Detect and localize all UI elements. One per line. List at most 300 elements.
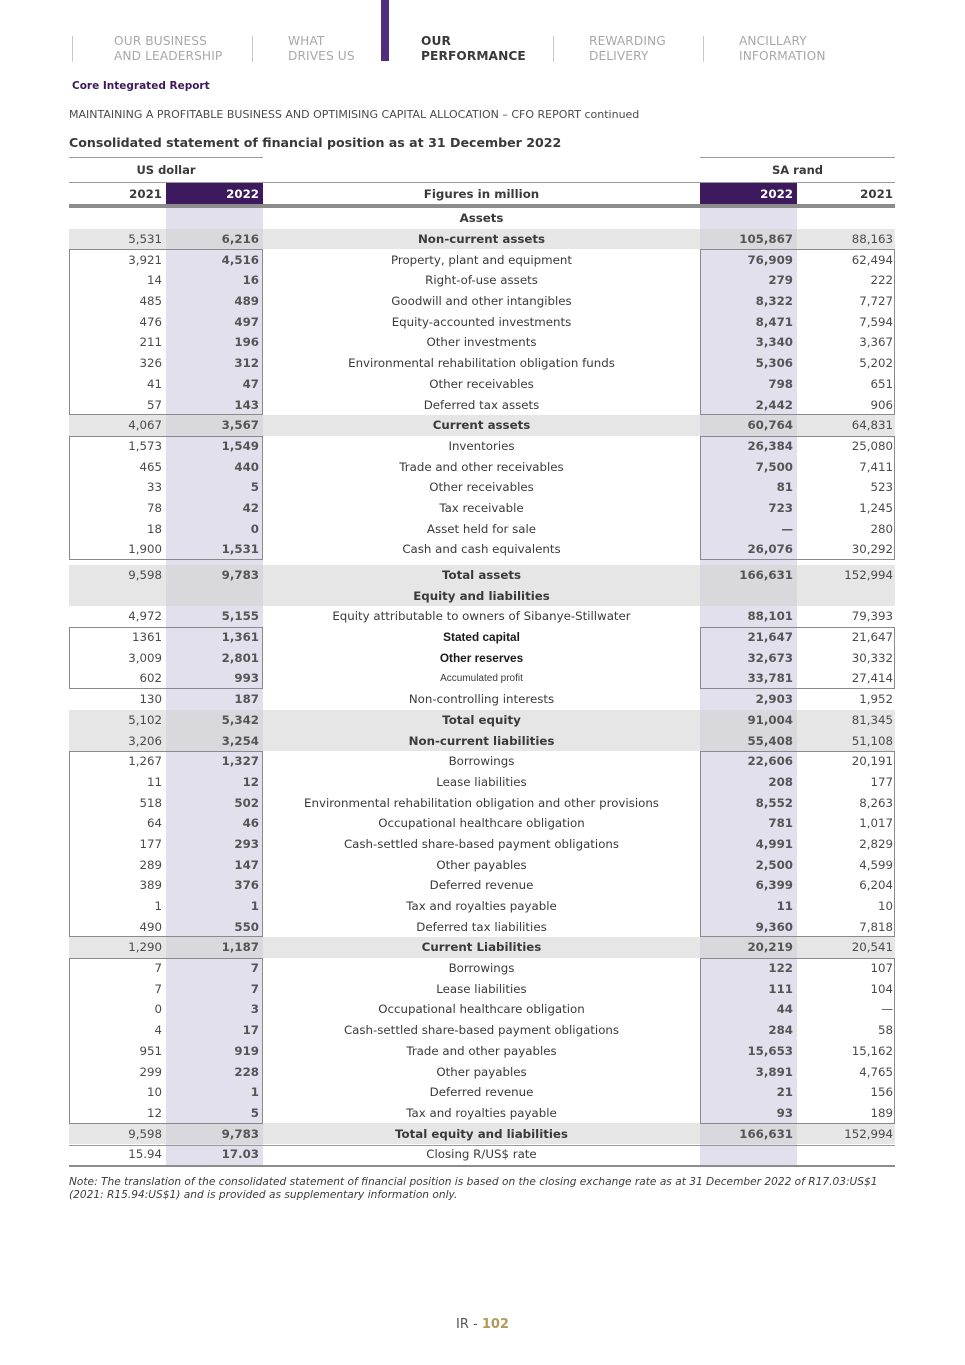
cell-zar2021: 3,367 xyxy=(859,335,893,350)
nav-divider xyxy=(703,36,704,62)
cell-usd2022: 5 xyxy=(250,480,259,495)
nav-divider xyxy=(72,36,73,62)
cell-zar2021: 7,727 xyxy=(859,294,893,309)
cell-zar2021: — xyxy=(881,1002,893,1017)
cell-zar2022: 105,867 xyxy=(739,232,793,247)
table-row xyxy=(69,647,895,668)
cell-usd2022: 5,155 xyxy=(221,609,259,624)
cell-usd2021: 14 xyxy=(146,273,162,288)
nav-label: INFORMATION xyxy=(739,49,826,63)
cell-zar2021: 152,994 xyxy=(844,1126,893,1141)
cell-zar2022 xyxy=(700,585,797,606)
nav-label: OUR xyxy=(421,34,451,48)
cell-label: Non-current assets xyxy=(417,232,546,247)
table-row xyxy=(69,539,895,560)
cell-usd2021: 7 xyxy=(154,961,162,976)
cell-usd2022: 2,801 xyxy=(221,650,259,665)
table-row xyxy=(69,311,895,332)
cell-zar2021: 4,765 xyxy=(859,1064,893,1079)
cell-zar2022: 7,500 xyxy=(755,459,793,474)
cell-zar2021: 523 xyxy=(870,480,893,495)
table-row xyxy=(69,1082,895,1103)
section-heading: MAINTAINING A PROFITABLE BUSINESS AND OPTIMISING CAPITAL ALLOCATION – CFO REPORT continued xyxy=(69,108,640,121)
cell-label: Tax receivable xyxy=(439,500,524,515)
cell-zar2021: 280 xyxy=(870,521,893,536)
cell-label: Deferred revenue xyxy=(429,1085,534,1100)
nav-label: DELIVERY xyxy=(589,49,649,63)
cell-label: Current assets xyxy=(432,418,531,433)
cell-zar2021: 58 xyxy=(877,1023,893,1038)
table-row xyxy=(69,1123,895,1144)
cell-label: Lease liabilities xyxy=(436,981,527,996)
cell-usd2022: 1,531 xyxy=(221,542,259,557)
cell-usd2021: 1,267 xyxy=(128,754,162,769)
table-row xyxy=(69,978,895,999)
cell-label: Non-current liabilities xyxy=(408,733,555,748)
cell-label: Inventories xyxy=(448,438,515,453)
cell-zar2022: 781 xyxy=(768,816,793,831)
cell-label: Cash and cash equivalents xyxy=(402,542,561,557)
cell-usd2022: 4,516 xyxy=(221,252,259,267)
divider xyxy=(69,1145,895,1146)
cell-usd2021: 1 xyxy=(154,899,162,914)
table-row xyxy=(69,208,895,229)
table-row xyxy=(69,498,895,519)
cell-zar2022: 2,500 xyxy=(755,857,793,872)
cell-usd2022: 7 xyxy=(250,981,259,996)
cell-usd2022: 497 xyxy=(234,314,259,329)
cell-label: Occupational healthcare obligation xyxy=(378,1002,585,1017)
cell-usd2021: 41 xyxy=(146,376,162,391)
cell-zar2021: 8,263 xyxy=(859,795,893,810)
cell-usd2022: 7 xyxy=(250,961,259,976)
table-row xyxy=(69,249,895,270)
cell-label: Deferred tax liabilities xyxy=(416,919,547,934)
nav-divider xyxy=(553,36,554,62)
cell-zar2022: 9,360 xyxy=(755,919,793,934)
cell-zar2022: 3,340 xyxy=(755,335,793,350)
cell-zar2022: 3,891 xyxy=(755,1064,793,1079)
cell-zar2021: 30,332 xyxy=(851,650,893,665)
cell-label: Non-controlling interests xyxy=(408,692,555,707)
cell-zar2021: 2,829 xyxy=(859,836,893,851)
table-row xyxy=(69,1061,895,1082)
col-usd-2022: 2022 xyxy=(166,183,263,204)
top-navigation xyxy=(0,0,965,70)
cell-usd2021: 4 xyxy=(154,1023,162,1038)
cell-usd2021: 289 xyxy=(139,857,162,872)
cell-zar2022: 4,991 xyxy=(755,836,793,851)
cell-zar2021: 177 xyxy=(870,774,893,789)
cell-label: Deferred revenue xyxy=(429,878,534,893)
cell-label: Environmental rehabilitation obligation and other provisions xyxy=(304,795,659,810)
table-row xyxy=(69,456,895,477)
table-row xyxy=(69,834,895,855)
cell-usd2021: 5,102 xyxy=(128,712,162,727)
cell-zar2022: 93 xyxy=(776,1105,793,1120)
cell-usd2021: 1,900 xyxy=(128,542,162,557)
cell-usd2022: 17 xyxy=(242,1023,259,1038)
cell-label: Goodwill and other intangibles xyxy=(391,294,572,309)
cell-usd2021: 602 xyxy=(139,671,162,686)
cell-usd2022: 42 xyxy=(242,500,259,515)
cell-usd2021: 465 xyxy=(139,459,162,474)
active-section-marker xyxy=(381,0,389,61)
cell-label: Asset held for sale xyxy=(426,521,537,536)
nav-item-ancillary-information[interactable] xyxy=(739,34,826,64)
cell-usd2021: 299 xyxy=(139,1064,162,1079)
nav-item-our-business[interactable] xyxy=(114,34,222,64)
cell-zar2022: 5,306 xyxy=(755,356,793,371)
cell-zar2021: 1,952 xyxy=(859,692,893,707)
cell-label: Borrowings xyxy=(448,754,515,769)
nav-item-what-drives-us[interactable] xyxy=(288,34,355,64)
cell-zar2021 xyxy=(797,1144,895,1165)
cell-zar2022: 208 xyxy=(768,774,793,789)
table-row xyxy=(69,477,895,498)
financial-position-table xyxy=(69,157,895,1167)
nav-divider xyxy=(252,36,253,62)
cell-label: Environmental rehabilitation obligation funds xyxy=(348,356,615,371)
table-row xyxy=(69,937,895,958)
cell-label: Trade and other payables xyxy=(406,1043,557,1058)
cell-label: Current Liabilities xyxy=(421,940,542,955)
cell-usd2021: 1,290 xyxy=(128,940,162,955)
col-zar-2021: 2021 xyxy=(860,186,893,201)
cell-label: Equity-accounted investments xyxy=(391,314,572,329)
cell-zar2022: 11 xyxy=(776,899,793,914)
cell-zar2022: 15,653 xyxy=(747,1043,793,1058)
cell-zar2021: 4,599 xyxy=(859,857,893,872)
cell-usd2021 xyxy=(69,585,166,606)
cell-usd2021: 9,598 xyxy=(128,1126,162,1141)
cell-usd2022: 196 xyxy=(234,335,259,350)
cell-usd2022: 1 xyxy=(250,899,259,914)
footnote: Note: The translation of the consolidated statement of financial position is based on the closing exchange rate as at 31 December 2022 of R17.03:US$1 (2021: R15.94:US$1) and is provided as supplementary information only. xyxy=(69,1176,878,1201)
cell-usd2021: 5,531 xyxy=(128,232,162,247)
cell-zar2022: 111 xyxy=(768,981,793,996)
cell-usd2022: 12 xyxy=(242,774,259,789)
table-row xyxy=(69,606,895,627)
cell-label: Equity and liabilities xyxy=(413,588,550,603)
cell-label: Closing R/US$ rate xyxy=(426,1147,537,1162)
cell-usd2021: 490 xyxy=(139,919,162,934)
cell-usd2022: 1,187 xyxy=(221,940,259,955)
cell-zar2021: 7,818 xyxy=(859,919,893,934)
cell-usd2022: 502 xyxy=(234,795,259,810)
cell-label: Total assets xyxy=(441,568,521,583)
cell-usd2022: 147 xyxy=(234,857,259,872)
cell-usd2021: 12 xyxy=(146,1105,162,1120)
cell-usd2022: 550 xyxy=(234,919,259,934)
col-usd-2021: 2021 xyxy=(129,186,162,201)
table-row xyxy=(69,813,895,834)
cell-zar2022: 122 xyxy=(768,961,793,976)
cell-usd2021: 130 xyxy=(139,692,162,707)
table-row xyxy=(69,415,895,436)
cell-zar2021: 104 xyxy=(870,981,893,996)
cell-usd2022: 993 xyxy=(234,671,259,686)
cell-zar2021: 7,594 xyxy=(859,314,893,329)
table-row xyxy=(69,374,895,395)
table-row xyxy=(69,896,895,917)
table-row xyxy=(69,1144,895,1165)
cell-usd2021: 9,598 xyxy=(128,568,162,583)
cell-usd2022: 312 xyxy=(234,356,259,371)
cell-usd2021: 78 xyxy=(146,500,162,515)
cell-usd2021: 4,972 xyxy=(128,609,162,624)
table-body xyxy=(69,208,895,1167)
cell-usd2022: 9,783 xyxy=(221,1126,259,1141)
cell-usd2021: 3,921 xyxy=(128,252,162,267)
cell-label: Other receivables xyxy=(429,480,534,495)
cell-usd2022: 17.03 xyxy=(221,1147,259,1162)
cell-zar2022: 20,219 xyxy=(747,940,793,955)
cell-zar2021: 27,414 xyxy=(851,671,893,686)
cell-usd2022: 46 xyxy=(242,816,259,831)
cell-usd2022: 9,783 xyxy=(221,568,259,583)
cell-zar2022 xyxy=(700,208,797,229)
cell-usd2021: 177 xyxy=(139,836,162,851)
cell-zar2021: 107 xyxy=(870,961,893,976)
cell-zar2022: 166,631 xyxy=(739,568,793,583)
cell-zar2022: 88,101 xyxy=(747,609,793,624)
cell-usd2022: 187 xyxy=(234,692,259,707)
cell-zar2021: 64,831 xyxy=(851,418,893,433)
zar-group-label: SA rand xyxy=(700,157,895,182)
cell-zar2022: 723 xyxy=(768,500,793,515)
cell-zar2021: 51,108 xyxy=(851,733,893,748)
cell-usd2021: 10 xyxy=(146,1085,162,1100)
nav-label: WHAT xyxy=(288,34,325,48)
cell-zar2022: 60,764 xyxy=(747,418,793,433)
table-title: Consolidated statement of financial position as at 31 December 2022 xyxy=(69,135,562,150)
cell-zar2022: 44 xyxy=(776,1002,793,1017)
table-row xyxy=(69,518,895,539)
cell-usd2021: 3,009 xyxy=(128,650,162,665)
cell-usd2022: 489 xyxy=(234,294,259,309)
cell-label: Total equity and liabilities xyxy=(395,1126,568,1141)
table-row xyxy=(69,436,895,457)
table-row xyxy=(69,999,895,1020)
table-row xyxy=(69,270,895,291)
cell-usd2022: 3 xyxy=(250,1002,259,1017)
nav-label: AND LEADERSHIP xyxy=(114,49,223,63)
cell-zar2022: 2,442 xyxy=(755,397,793,412)
cell-zar2021: 5,202 xyxy=(859,356,893,371)
cell-usd2022: 143 xyxy=(234,397,259,412)
cell-usd2021: 476 xyxy=(139,314,162,329)
cell-label: Borrowings xyxy=(448,961,515,976)
cell-label: Property, plant and equipment xyxy=(390,252,573,267)
cell-zar2021: 21,647 xyxy=(851,630,893,645)
table-row xyxy=(69,958,895,979)
cell-label: Other receivables xyxy=(429,376,534,391)
table-row xyxy=(69,916,895,937)
cell-zar2021: 906 xyxy=(870,397,893,412)
cell-zar2022: 8,322 xyxy=(755,294,793,309)
cell-zar2022: 8,471 xyxy=(755,314,793,329)
cell-usd2022 xyxy=(166,208,263,229)
cell-usd2021: 18 xyxy=(146,521,162,536)
cell-label: Trade and other receivables xyxy=(399,459,564,474)
cell-zar2022: 279 xyxy=(768,273,793,288)
cell-zar2022: 76,909 xyxy=(747,252,793,267)
col-figures: Figures in million xyxy=(423,186,540,201)
cell-zar2022: 55,408 xyxy=(747,733,793,748)
cell-usd2021 xyxy=(69,208,166,229)
cell-label: Deferred tax assets xyxy=(423,397,540,412)
table-row xyxy=(69,730,895,751)
table-row xyxy=(69,1020,895,1041)
table-row xyxy=(69,565,895,586)
cell-usd2021: 951 xyxy=(139,1043,162,1058)
cell-zar2021: 81,345 xyxy=(851,712,893,727)
table-bottom-rule xyxy=(69,1165,895,1167)
cell-usd2022: 1,361 xyxy=(221,630,259,645)
cell-label: Other payables xyxy=(436,1064,527,1079)
cell-usd2022: 440 xyxy=(234,459,259,474)
cell-zar2022: 2,903 xyxy=(755,692,793,707)
cell-usd2021: 4,067 xyxy=(128,418,162,433)
cell-usd2021: 1361 xyxy=(131,630,162,645)
cell-zar2021: 189 xyxy=(870,1105,893,1120)
cell-usd2021: 7 xyxy=(154,981,162,996)
cell-label: Other payables xyxy=(436,857,527,872)
cell-zar2022: 22,606 xyxy=(747,754,793,769)
cell-zar2021: 15,162 xyxy=(851,1043,893,1058)
cell-zar2021: 222 xyxy=(870,273,893,288)
cell-zar2021: 156 xyxy=(870,1085,893,1100)
table-row xyxy=(69,627,895,648)
currency-group-header xyxy=(69,157,895,182)
cell-zar2021: 20,541 xyxy=(851,940,893,955)
cell-label: Lease liabilities xyxy=(436,774,527,789)
nav-label: ANCILLARY xyxy=(739,34,807,48)
table-row xyxy=(69,229,895,250)
table-row xyxy=(69,353,895,374)
table-row xyxy=(69,668,895,689)
table-row xyxy=(69,585,895,606)
column-header-row xyxy=(69,182,895,204)
cell-zar2021: 79,393 xyxy=(851,609,893,624)
cell-usd2021: 64 xyxy=(146,816,162,831)
cell-label: Assets xyxy=(459,211,504,226)
cell-usd2022: 228 xyxy=(234,1064,259,1079)
cell-zar2021: 88,163 xyxy=(851,232,893,247)
cell-usd2022: 3,254 xyxy=(221,733,259,748)
cell-usd2021: 1,573 xyxy=(128,438,162,453)
report-label: Core Integrated Report xyxy=(72,80,210,92)
cell-label: Accumulated profit xyxy=(440,672,523,684)
cell-zar2021: 10 xyxy=(877,899,893,914)
table-row xyxy=(69,875,895,896)
cell-usd2022: 293 xyxy=(234,836,259,851)
cell-zar2022: 26,076 xyxy=(747,542,793,557)
cell-usd2021: 485 xyxy=(139,294,162,309)
cell-zar2022: 798 xyxy=(768,376,793,391)
cell-label: Total equity xyxy=(442,712,521,727)
table-row xyxy=(69,772,895,793)
cell-zar2021: 651 xyxy=(870,376,893,391)
table-row xyxy=(69,291,895,312)
cell-label: Cash-settled share-based payment obligations xyxy=(343,1023,620,1038)
nav-label: PERFORMANCE xyxy=(421,49,526,63)
table-row xyxy=(69,751,895,772)
cell-zar2022: 81 xyxy=(776,480,793,495)
cell-usd2022: 0 xyxy=(250,521,259,536)
cell-zar2022 xyxy=(700,1144,797,1165)
table-row xyxy=(69,710,895,731)
cell-zar2022: 32,673 xyxy=(747,650,793,665)
cell-zar2022: 21,647 xyxy=(747,630,793,645)
cell-zar2022: 21 xyxy=(776,1085,793,1100)
page-number: 102 xyxy=(481,1317,509,1332)
cell-label: Stated capital xyxy=(443,630,520,645)
cell-usd2021: 11 xyxy=(146,774,162,789)
cell-usd2022: 1,549 xyxy=(221,438,259,453)
cell-usd2022: 1,327 xyxy=(221,754,259,769)
cell-zar2022: 33,781 xyxy=(747,671,793,686)
cell-zar2022: 91,004 xyxy=(747,712,793,727)
cell-usd2022: 5,342 xyxy=(221,712,259,727)
table-row xyxy=(69,1103,895,1124)
cell-usd2021: 33 xyxy=(146,480,162,495)
cell-label: Other investments xyxy=(426,335,537,350)
cell-usd2022: 5 xyxy=(250,1105,259,1120)
nav-label: REWARDING xyxy=(589,34,666,48)
cell-zar2021: 25,080 xyxy=(851,438,893,453)
table-row xyxy=(69,394,895,415)
cell-usd2022: 376 xyxy=(234,878,259,893)
cell-usd2021: 389 xyxy=(139,878,162,893)
cell-usd2022 xyxy=(166,585,263,606)
cell-zar2022: 6,399 xyxy=(755,878,793,893)
nav-label: OUR BUSINESS xyxy=(114,34,207,48)
cell-zar2022: — xyxy=(781,521,793,536)
cell-usd2021: 57 xyxy=(146,397,162,412)
cell-zar2021: 7,411 xyxy=(859,459,893,474)
cell-usd2021: 326 xyxy=(139,356,162,371)
cell-zar2021: 62,494 xyxy=(851,252,893,267)
cell-usd2022: 6,216 xyxy=(221,232,259,247)
cell-zar2021: 20,191 xyxy=(851,754,893,769)
cell-usd2022: 919 xyxy=(234,1043,259,1058)
cell-usd2021: 518 xyxy=(139,795,162,810)
nav-item-our-performance[interactable] xyxy=(421,34,526,64)
nav-item-rewarding-delivery[interactable] xyxy=(589,34,666,64)
cell-label: Other reserves xyxy=(439,650,524,665)
table-row xyxy=(69,689,895,710)
cell-usd2021: 0 xyxy=(154,1002,162,1017)
cell-usd2022: 47 xyxy=(242,376,259,391)
cell-zar2021: 152,994 xyxy=(844,568,893,583)
footer-prefix: IR - xyxy=(456,1317,482,1332)
cell-label: Cash-settled share-based payment obligations xyxy=(343,836,620,851)
cell-usd2021: 15.94 xyxy=(128,1147,162,1162)
cell-zar2022: 26,384 xyxy=(747,438,793,453)
cell-zar2021: 30,292 xyxy=(851,542,893,557)
cell-usd2021: 211 xyxy=(139,335,162,350)
nav-label: DRIVES US xyxy=(288,49,355,63)
table-row xyxy=(69,1041,895,1062)
cell-zar2022: 166,631 xyxy=(739,1126,793,1141)
cell-zar2021 xyxy=(797,585,895,606)
cell-usd2022: 1 xyxy=(250,1085,259,1100)
cell-zar2022: 8,552 xyxy=(755,795,793,810)
cell-label: Right-of-use assets xyxy=(425,273,538,288)
cell-label: Tax and royalties payable xyxy=(406,899,557,914)
